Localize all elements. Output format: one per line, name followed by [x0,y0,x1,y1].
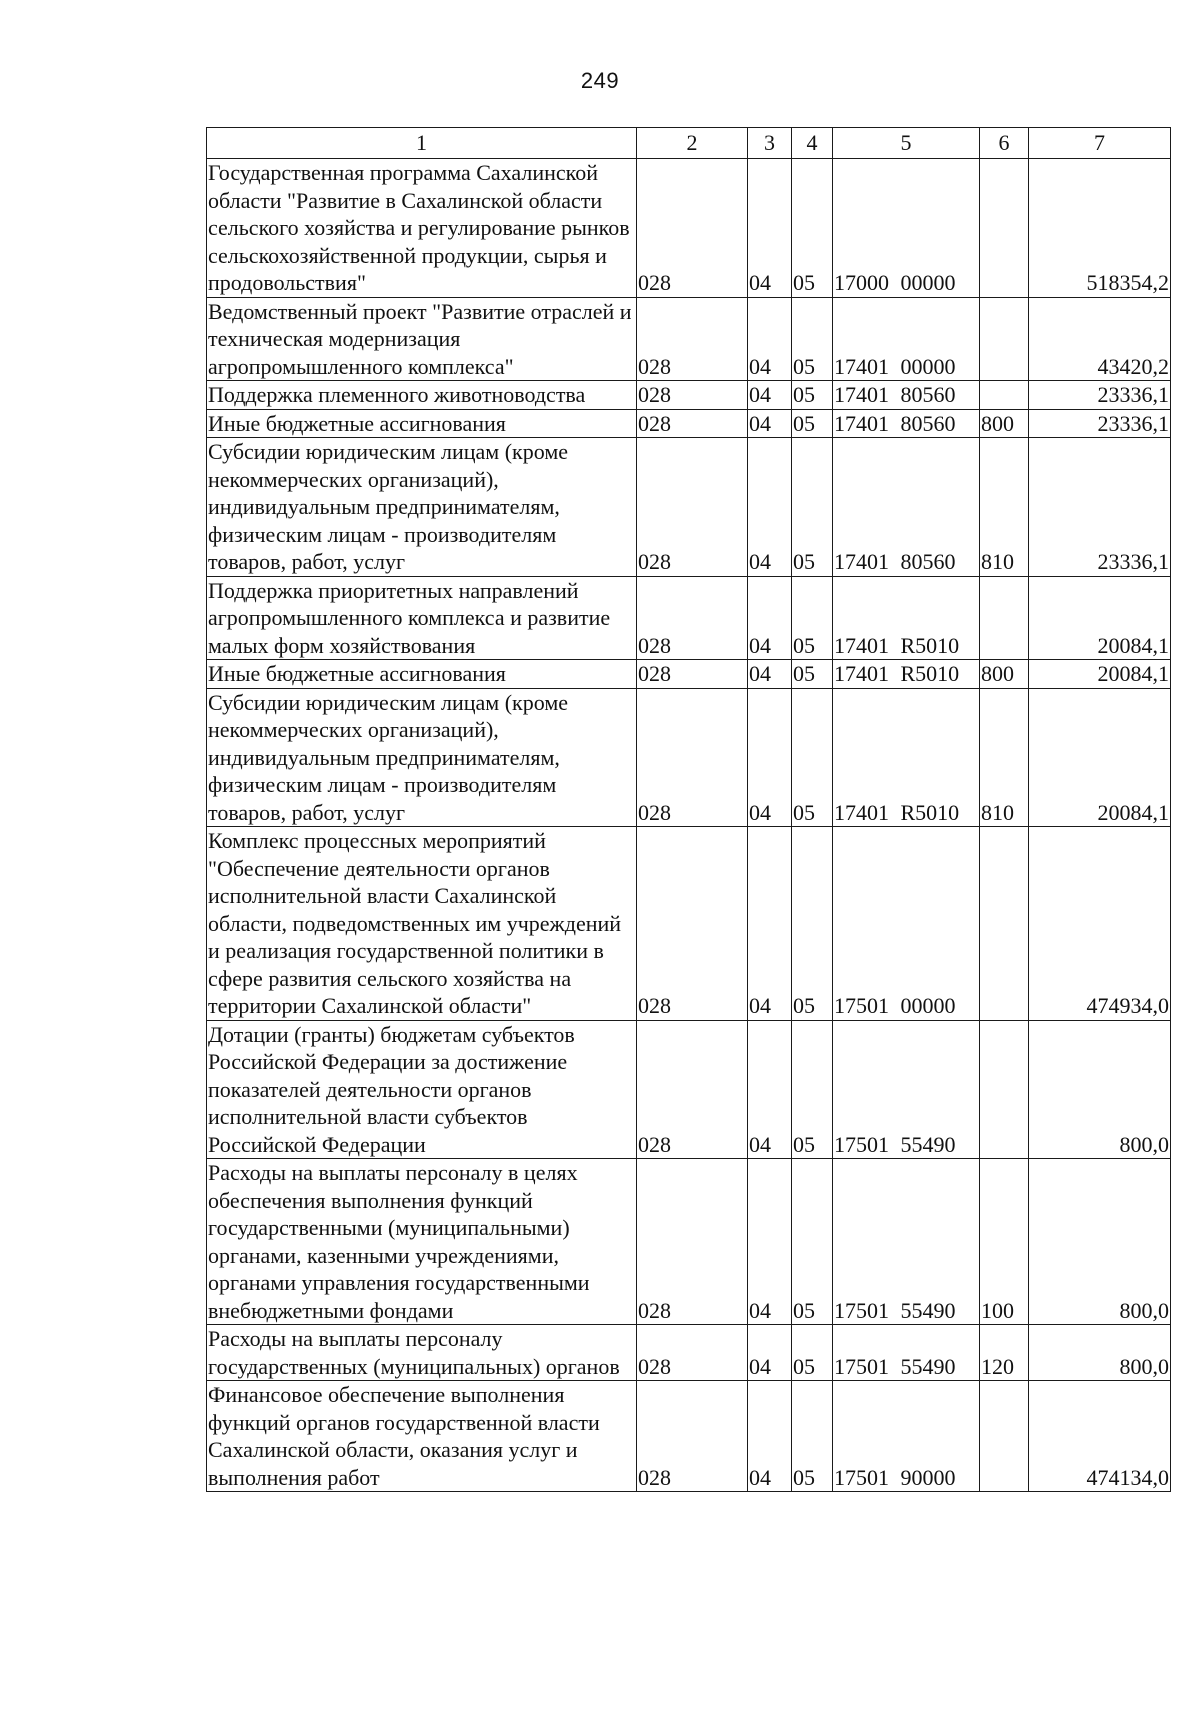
row-amount: 800,0 [1029,1020,1171,1159]
row-gr: 028 [637,660,748,689]
row-rz: 04 [748,688,792,827]
row-gr: 028 [637,576,748,660]
row-rz: 04 [748,1020,792,1159]
header-col-1: 1 [207,128,637,159]
row-gr: 028 [637,1159,748,1325]
row-name: Финансовое обеспечение выполнения функций органов государственной власти Сахалинской области, оказания услуг и выполнения работ [207,1381,637,1492]
row-vr: 800 [980,409,1029,438]
row-name: Субсидии юридическим лицам (кроме некоммерческих организаций), индивидуальным предпринимателям, физическим лицам - производителям товаров, работ, услуг [207,438,637,577]
row-pr: 05 [792,827,833,1021]
row-cs: 17401 R5010 [833,660,980,689]
row-amount: 23336,1 [1029,409,1171,438]
row-rz: 04 [748,660,792,689]
header-row [207,128,1171,159]
page-number: 249 [580,68,620,93]
row-amount: 800,0 [1029,1325,1171,1381]
row-pr: 05 [792,1325,833,1381]
row-amount: 23336,1 [1029,438,1171,577]
row-cs: 17401 00000 [833,297,980,381]
row-cs: 17000 00000 [833,159,980,298]
row-vr [980,297,1029,381]
row-gr: 028 [637,1325,748,1381]
row-pr: 05 [792,438,833,577]
row-cs: 17401 80560 [833,409,980,438]
row-rz: 04 [748,438,792,577]
row-name: Иные бюджетные ассигнования [207,409,637,438]
row-rz: 04 [748,297,792,381]
row-pr: 05 [792,297,833,381]
row-amount: 518354,2 [1029,159,1171,298]
row-gr: 028 [637,381,748,410]
row-gr: 028 [637,1381,748,1492]
header-col-3: 3 [748,128,792,159]
row-amount: 20084,1 [1029,576,1171,660]
row-amount: 20084,1 [1029,688,1171,827]
row-pr: 05 [792,1020,833,1159]
table-row [207,660,1171,689]
row-vr [980,1020,1029,1159]
table-row [207,409,1171,438]
header-col-6: 6 [980,128,1029,159]
row-vr [980,1381,1029,1492]
header-col-7: 7 [1029,128,1171,159]
table-row [207,1381,1171,1492]
table-row [207,1325,1171,1381]
row-vr [980,159,1029,298]
row-vr: 120 [980,1325,1029,1381]
row-name: Субсидии юридическим лицам (кроме некоммерческих организаций), индивидуальным предпринимателям, физическим лицам - производителям товаров, работ, услуг [207,688,637,827]
row-cs: 17501 55490 [833,1159,980,1325]
row-cs: 17401 80560 [833,381,980,410]
row-name: Иные бюджетные ассигнования [207,660,637,689]
row-rz: 04 [748,1381,792,1492]
row-amount: 474934,0 [1029,827,1171,1021]
table-row [207,576,1171,660]
row-name: Государственная программа Сахалинской области "Развитие в Сахалинской области сельского хозяйства и регулирование рынков сельскохозяйственной продукции, сырья и продовольствия" [207,159,637,298]
row-name: Расходы на выплаты персоналу в целях обеспечения выполнения функций государственными (муниципальными) органами, казенными учреждениями, органами управления государственными внебюджетными фондами [207,1159,637,1325]
row-vr: 810 [980,688,1029,827]
table-row [207,688,1171,827]
row-pr: 05 [792,159,833,298]
row-gr: 028 [637,688,748,827]
row-vr: 100 [980,1159,1029,1325]
budget-table [206,127,1171,1492]
row-vr [980,381,1029,410]
row-gr: 028 [637,297,748,381]
row-amount: 20084,1 [1029,660,1171,689]
row-cs: 17401 R5010 [833,688,980,827]
row-pr: 05 [792,576,833,660]
row-pr: 05 [792,1159,833,1325]
table-row [207,381,1171,410]
row-rz: 04 [748,827,792,1021]
row-name: Поддержка приоритетных направлений агропромышленного комплекса и развитие малых форм хозяйствования [207,576,637,660]
row-gr: 028 [637,1020,748,1159]
row-name: Расходы на выплаты персоналу государственных (муниципальных) органов [207,1325,637,1381]
row-gr: 028 [637,159,748,298]
row-rz: 04 [748,576,792,660]
row-vr: 800 [980,660,1029,689]
row-gr: 028 [637,827,748,1021]
row-amount: 474134,0 [1029,1381,1171,1492]
row-pr: 05 [792,688,833,827]
table-row [207,297,1171,381]
row-gr: 028 [637,409,748,438]
row-name: Комплекс процессных мероприятий "Обеспечение деятельности органов исполнительной власти Сахалинской области, подведомственных им учреждений и реализация государственной политики в сфере развития сельского хозяйства на территории Сахалинской области" [207,827,637,1021]
row-cs: 17401 R5010 [833,576,980,660]
table-row [207,827,1171,1021]
row-rz: 04 [748,381,792,410]
row-rz: 04 [748,409,792,438]
row-rz: 04 [748,1325,792,1381]
row-name: Поддержка племенного животноводства [207,381,637,410]
row-cs: 17501 55490 [833,1020,980,1159]
table-row [207,159,1171,298]
row-cs: 17401 80560 [833,438,980,577]
row-pr: 05 [792,381,833,410]
table-row [207,1159,1171,1325]
row-vr: 810 [980,438,1029,577]
row-rz: 04 [748,1159,792,1325]
row-name: Дотации (гранты) бюджетам субъектов Российской Федерации за достижение показателей деятельности органов исполнительной власти субъектов Российской Федерации [207,1020,637,1159]
row-gr: 028 [637,438,748,577]
row-cs: 17501 00000 [833,827,980,1021]
row-pr: 05 [792,1381,833,1492]
header-col-4: 4 [792,128,833,159]
row-amount: 800,0 [1029,1159,1171,1325]
row-cs: 17501 90000 [833,1381,980,1492]
header-col-5: 5 [833,128,980,159]
row-vr [980,827,1029,1021]
row-cs: 17501 55490 [833,1325,980,1381]
row-vr [980,576,1029,660]
row-name: Ведомственный проект "Развитие отраслей и техническая модернизация агропромышленного комплекса" [207,297,637,381]
table-row [207,438,1171,577]
row-pr: 05 [792,409,833,438]
row-amount: 43420,2 [1029,297,1171,381]
header-col-2: 2 [637,128,748,159]
row-amount: 23336,1 [1029,381,1171,410]
table-row [207,1020,1171,1159]
row-rz: 04 [748,159,792,298]
row-pr: 05 [792,660,833,689]
